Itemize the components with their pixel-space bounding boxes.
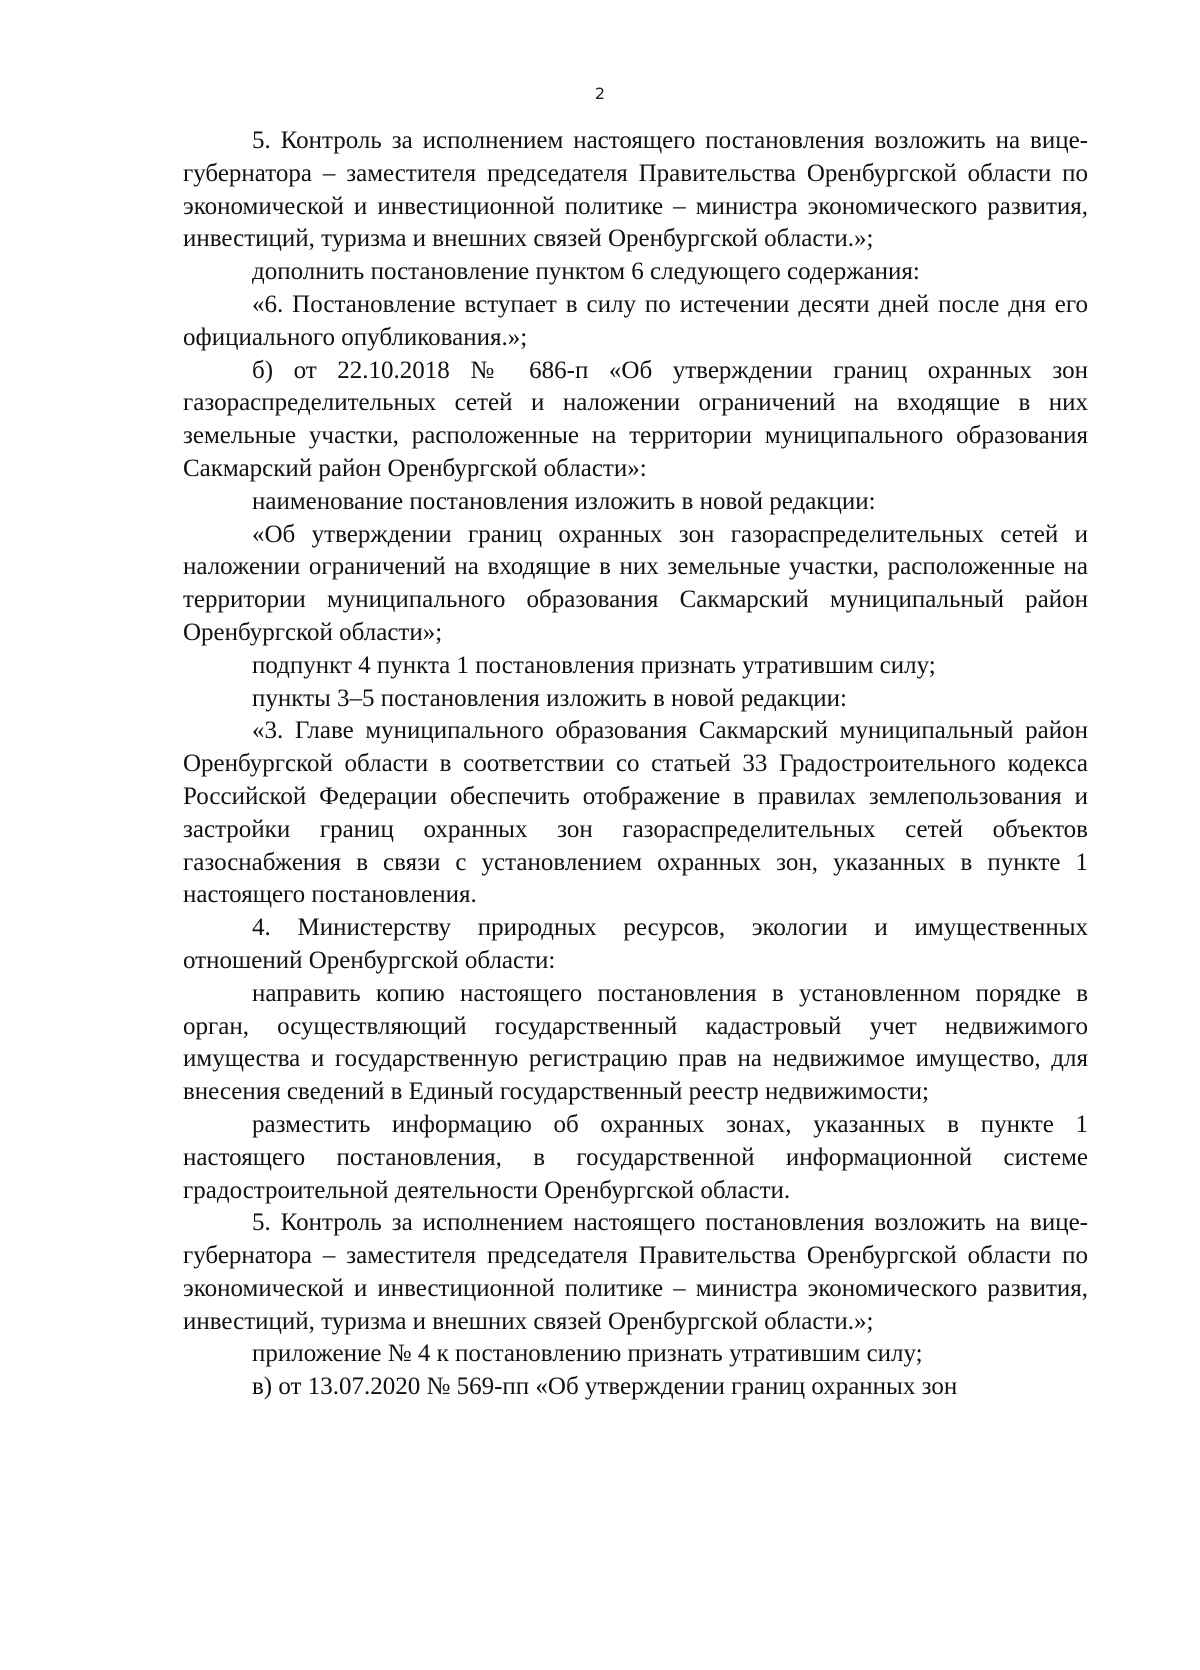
paragraph-control-clause: 5. Контроль за исполнением настоящего постановления возложить на вице-губернатора – заместителя председателя Правительства Оренбургской области по экономической и инвестиционной политике – министра экономического развития, инвестиций, туризма и внешних связей Оренбургской области.»; (183, 127, 1088, 253)
paragraph-point-3: «3. Главе муниципального образования Сакмарский муниципальный район Оренбургской области в соответствии со статьей 33 Градостроительного кодекса Российской Федерации обеспечить отображение в правилах землепользования и застройки границ охранных зон газораспределительных сетей объектов газоснабжения в связи с установлением охранных зон, указанных в пункте 1 настоящего постановления. (183, 717, 1088, 909)
paragraph-title-new-edition: наименование постановления изложить в новой редакции: (252, 487, 876, 515)
paragraph-point-5: 5. Контроль за исполнением настоящего постановления возложить на вице-губернатора – заместителя председателя Правительства Оренбургской области по экономической и инвестиционной политике – министра экономического развития, инвестиций, туризма и внешних связей Оренбургской области.»; (183, 1209, 1088, 1335)
document-body (183, 125, 1088, 1404)
paragraph-resolution-569: в) от 13.07.2020 № 569-пп «Об утверждении границ охранных зон (252, 1373, 958, 1401)
paragraph-point-4: 4. Министерству природных ресурсов, экологии и имущественных отношений Оренбургской области: (183, 914, 1088, 974)
paragraph-point-6-text: «6. Постановление вступает в силу по истечении десяти дней после дня его официального опубликования.»; (183, 290, 1088, 351)
paragraph-send-copy: направить копию настоящего постановления в установленном порядке в орган, осуществляющий государственный кадастровый учет недвижимого имущества и государственную регистрацию прав на недвижимое имущество, для внесения сведений в Единый государственный реестр недвижимости; (183, 979, 1088, 1106)
paragraph-appendix-4-repeal: приложение № 4 к постановлению признать утратившим силу; (252, 1340, 923, 1368)
paragraph-publish-info: разместить информацию об охранных зонах, указанных в пункте 1 настоящего постановления, в государственной информационной системе градостроительной деятельности Оренбургской области. (183, 1110, 1088, 1204)
page-number: 2 (594, 84, 606, 103)
paragraph-add-point-6: дополнить постановление пунктом 6 следующего содержания: (252, 258, 920, 286)
paragraph-subpoint-4-repeal: подпункт 4 пункта 1 постановления признать утратившим силу; (252, 651, 936, 679)
paragraph-points-3-5-new-edition: пункты 3–5 постановления изложить в новой редакции: (252, 684, 847, 712)
paragraph-new-title: «Об утверждении границ охранных зон газораспределительных сетей и наложении ограничений на входящие в них земельные участки, расположенные на территории муниципального образования Сакмарский муниципальный район Оренбургской области»; (183, 520, 1088, 646)
paragraph-resolution-686: б) от 22.10.2018 № 686-п «Об утверждении границ охранных зон газораспределительных сетей и наложении ограничений на входящие в них земельные участки, расположенные на территории муниципального образования Сакмарский район Оренбургской области»: (183, 356, 1088, 482)
